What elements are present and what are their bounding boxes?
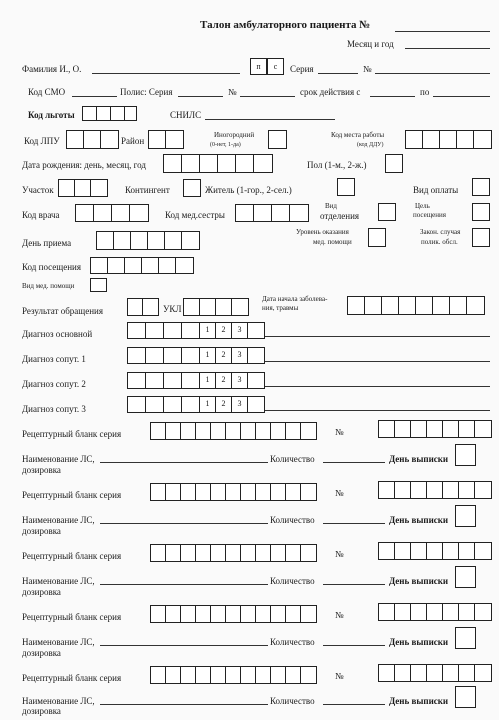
birth-date-label: Дата рождения: день, месяц, год — [22, 160, 146, 170]
reception-day-cells[interactable] — [96, 231, 200, 250]
uchastok-label: Участок — [22, 185, 54, 195]
rx-qty-field[interactable] — [323, 704, 385, 705]
visit-code-cells[interactable] — [90, 257, 194, 274]
closed-case-box[interactable] — [472, 228, 490, 247]
rx-blank-label: Рецептурный бланк серия — [22, 551, 122, 561]
diagnosis-cells[interactable] — [127, 396, 265, 413]
rx-drug-label: Наименование ЛС, — [22, 696, 95, 706]
rx-issue-day-label: День выписки — [389, 576, 449, 586]
level-box[interactable] — [368, 228, 386, 247]
rx-series-cells[interactable] — [150, 483, 317, 501]
rx-series-cells[interactable] — [150, 666, 317, 684]
rx-drug-field[interactable] — [100, 645, 268, 646]
p-letter: п — [256, 62, 261, 71]
fio-field[interactable] — [92, 73, 240, 74]
diagnosis-digit-cell: 2 — [216, 348, 232, 363]
doc-series-field[interactable] — [318, 73, 358, 74]
month-year-label: Месяц и год — [347, 39, 394, 49]
district-label: Район — [121, 136, 145, 146]
uchastok-cells[interactable] — [58, 179, 108, 197]
rx-issue-day-box[interactable] — [455, 627, 476, 649]
rx-dose-label: дозировка — [22, 526, 61, 536]
rx-drug-label: Наименование ЛС, — [22, 637, 95, 647]
rx-number-label: № — [335, 610, 344, 620]
rx-blank-label: Рецептурный бланк серия — [22, 490, 122, 500]
rx-issue-day-box[interactable] — [455, 505, 476, 527]
form-title: Талон амбулаторного пациента № — [200, 19, 371, 31]
rx-issue-day-box[interactable] — [455, 444, 476, 466]
diagnosis-label: Диагноз сопут. 1 — [22, 354, 86, 364]
rx-number-cells[interactable] — [378, 420, 492, 438]
closed-case-label-line2: полик. обсл. — [421, 238, 458, 246]
contingent-box[interactable] — [183, 179, 201, 197]
s-letter: с — [273, 62, 278, 71]
doc-series-label: Серия — [290, 64, 314, 74]
diagnosis-text-field[interactable] — [265, 386, 490, 387]
goal-box[interactable] — [472, 203, 490, 221]
rx-drug-field[interactable] — [100, 462, 268, 463]
rx-qty-label: Количество — [270, 637, 315, 647]
diagnosis-digit-cell: 1 — [200, 397, 216, 412]
benefit-code-label: Код льготы — [28, 110, 75, 120]
diagnosis-digit-cell: 2 — [216, 397, 232, 412]
diagnosis-label: Диагноз основной — [22, 329, 93, 339]
month-year-field[interactable] — [405, 48, 490, 49]
rx-number-cells[interactable] — [378, 542, 492, 560]
snils-label: СНИЛС — [170, 110, 202, 120]
smo-code-field[interactable] — [72, 96, 117, 97]
rx-qty-label: Количество — [270, 515, 315, 525]
aid-type-label: Вид мед. помощи — [22, 282, 75, 290]
sex-label: Пол (1-м., 2-ж.) — [307, 160, 367, 170]
goal-label-line2: посещения — [413, 211, 446, 219]
policy-number-label: № — [228, 87, 237, 97]
rx-qty-label: Количество — [270, 576, 315, 586]
doc-number-field[interactable] — [375, 73, 490, 74]
rx-qty-label: Количество — [270, 696, 315, 706]
nonresident-label: Иногородний — [214, 131, 255, 139]
rx-issue-day-label: День выписки — [389, 637, 449, 647]
rx-blank-label: Рецептурный бланк серия — [22, 612, 122, 622]
rx-drug-label: Наименование ЛС, — [22, 454, 95, 464]
payment-label: Вид оплаты — [413, 185, 459, 195]
rx-drug-field[interactable] — [100, 704, 268, 705]
payment-box[interactable] — [472, 178, 490, 196]
rx-series-cells[interactable] — [150, 544, 317, 562]
resident-label: Житель (1-гор., 2-сел.) — [205, 185, 292, 195]
illness-start-label-line2: ния, травмы — [262, 304, 299, 312]
contingent-label: Контингент — [125, 185, 170, 195]
diagnosis-digit-cell: 1 — [200, 348, 216, 363]
rx-qty-field[interactable] — [323, 645, 385, 646]
snils-field[interactable] — [205, 119, 335, 120]
rx-number-label: № — [335, 549, 344, 559]
nonresident-hint: (0-нет, 1-да) — [210, 142, 241, 148]
rx-dose-label: дозировка — [22, 465, 61, 475]
rx-issue-day-box[interactable] — [455, 566, 476, 588]
diagnosis-digit-cell: 3 — [232, 323, 248, 338]
lpu-code-cells[interactable] — [66, 130, 119, 149]
district-cells[interactable] — [148, 130, 184, 149]
diagnosis-text-field[interactable] — [265, 336, 490, 337]
illness-start-label-line1: Дата начала заболева- — [262, 295, 328, 303]
rx-qty-field[interactable] — [323, 462, 385, 463]
rx-blank-label: Рецептурный бланк серия — [22, 673, 122, 683]
rx-dose-label: дозировка — [22, 706, 61, 716]
birth-date-cells[interactable] — [163, 154, 273, 173]
diagnosis-digit-cell: 1 — [200, 323, 216, 338]
rx-qty-label: Количество — [270, 454, 315, 464]
diagnosis-cells[interactable] — [127, 322, 265, 339]
goal-label-line1: Цель — [415, 202, 430, 210]
nurse-code-cells[interactable] — [235, 204, 309, 222]
illness-start-cells[interactable] — [347, 296, 485, 315]
rx-issue-day-label: День выписки — [389, 696, 449, 706]
ukl-cells[interactable] — [183, 298, 249, 316]
level-label-line1: Уровень оказания — [296, 228, 349, 236]
rx-drug-label: Наименование ЛС, — [22, 576, 95, 586]
reception-day-label: День приема — [22, 238, 72, 248]
diagnosis-digit-cell: 3 — [232, 348, 248, 363]
closed-case-label-line1: Закон. случая — [420, 228, 461, 236]
dept-box[interactable] — [378, 203, 396, 221]
work-place-label: Код места работы — [331, 131, 385, 139]
result-label: Результат обращения — [22, 306, 103, 316]
rx-number-label: № — [335, 488, 344, 498]
work-place-cells[interactable] — [405, 130, 492, 149]
diagnosis-label: Диагноз сопут. 3 — [22, 404, 86, 414]
dept-label-line1: Вид — [325, 202, 337, 210]
rx-number-cells[interactable] — [378, 664, 492, 682]
rx-dose-label: дозировка — [22, 648, 61, 658]
diagnosis-text-field[interactable] — [265, 361, 490, 362]
rx-number-label: № — [335, 671, 344, 681]
diagnosis-cells[interactable] — [127, 372, 265, 389]
rx-number-cells[interactable] — [378, 603, 492, 621]
nonresident-box[interactable] — [268, 130, 287, 149]
policy-series-label: Полис: Серия — [120, 87, 173, 97]
policy-number-field[interactable] — [240, 96, 295, 97]
doc-number-label: № — [363, 64, 372, 74]
rx-issue-day-label: День выписки — [389, 454, 449, 464]
rx-drug-label: Наименование ЛС, — [22, 515, 95, 525]
diagnosis-digit-cell: 2 — [216, 323, 232, 338]
level-label-line2: мед. помощи — [313, 238, 352, 246]
diagnosis-digit-cell: 2 — [216, 373, 232, 388]
result-cells[interactable] — [127, 298, 159, 316]
rx-drug-field[interactable] — [100, 584, 268, 585]
resident-box[interactable] — [337, 178, 355, 196]
validity-to-label: по — [420, 87, 430, 97]
diagnosis-label: Диагноз сопут. 2 — [22, 379, 86, 389]
diagnosis-digit-cell: 3 — [232, 373, 248, 388]
rx-drug-field[interactable] — [100, 523, 268, 524]
dept-label-line2: отделения — [320, 211, 360, 221]
validity-label: срок действия с — [300, 87, 361, 97]
ddu-label: (код ДДУ) — [357, 142, 384, 148]
rx-series-cells[interactable] — [150, 605, 317, 623]
rx-dose-label: дозировка — [22, 587, 61, 597]
policy-series-field[interactable] — [178, 96, 223, 97]
diagnosis-cells[interactable] — [127, 347, 265, 364]
doctor-code-label: Код врача — [22, 210, 60, 220]
rx-number-cells[interactable] — [378, 481, 492, 499]
diagnosis-digit-cell: 1 — [200, 373, 216, 388]
aid-type-box[interactable] — [90, 278, 107, 292]
ukl-label: УКЛ — [163, 304, 182, 314]
rx-issue-day-box[interactable] — [455, 686, 476, 708]
validity-from-field[interactable] — [370, 96, 415, 97]
rx-blank-label: Рецептурный бланк серия — [22, 429, 122, 439]
diagnosis-text-field[interactable] — [265, 410, 490, 411]
rx-issue-day-label: День выписки — [389, 515, 449, 525]
nurse-code-label: Код мед.сестры — [165, 210, 225, 220]
rx-qty-field[interactable] — [323, 523, 385, 524]
doctor-code-cells[interactable] — [75, 204, 149, 222]
p-box[interactable] — [250, 58, 267, 75]
benefit-code-cells[interactable] — [82, 106, 137, 121]
fio-label: Фамилия И., О. — [22, 64, 82, 74]
lpu-code-label: Код ЛПУ — [24, 136, 60, 146]
rx-series-cells[interactable] — [150, 422, 317, 440]
diagnosis-digit-cell: 3 — [232, 397, 248, 412]
visit-code-label: Код посещения — [22, 262, 81, 272]
smo-code-label: Код СМО — [28, 87, 66, 97]
rx-number-label: № — [335, 427, 344, 437]
sex-box[interactable] — [385, 154, 403, 173]
rx-qty-field[interactable] — [323, 584, 385, 585]
validity-to-field[interactable] — [433, 96, 490, 97]
coupon-number-field[interactable] — [395, 31, 490, 32]
s-box[interactable] — [267, 58, 284, 75]
